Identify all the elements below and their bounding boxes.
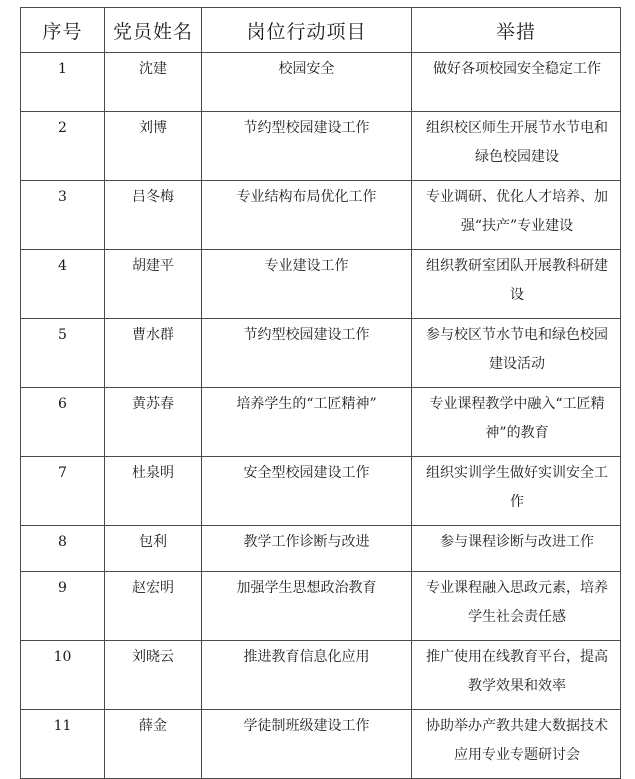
table-row xyxy=(21,250,621,319)
table-row xyxy=(21,181,621,250)
action-measure: 参与校区节水节电和绿色校园建设活动 xyxy=(412,319,621,388)
action-project: 推进教育信息化应用 xyxy=(202,641,412,710)
table-row xyxy=(21,319,621,388)
action-measure: 组织教研室团队开展教科研建设 xyxy=(412,250,621,319)
row-index: 10 xyxy=(21,641,105,710)
action-measure: 专业课程教学中融入“工匠精神”的教育 xyxy=(412,388,621,457)
header-index: 序号 xyxy=(21,8,105,53)
row-index: 5 xyxy=(21,319,105,388)
row-index: 3 xyxy=(21,181,105,250)
member-name: 赵宏明 xyxy=(105,572,202,641)
member-name: 沈建 xyxy=(105,53,202,112)
action-project: 节约型校园建设工作 xyxy=(202,112,412,181)
row-index: 1 xyxy=(21,53,105,112)
header-row xyxy=(21,8,621,53)
row-index: 11 xyxy=(21,710,105,779)
action-measure: 组织校区师生开展节水节电和绿色校园建设 xyxy=(412,112,621,181)
action-project: 安全型校园建设工作 xyxy=(202,457,412,526)
member-name: 刘晓云 xyxy=(105,641,202,710)
party-member-action-table xyxy=(20,7,621,779)
action-project: 加强学生思想政治教育 xyxy=(202,572,412,641)
member-name: 吕冬梅 xyxy=(105,181,202,250)
member-name: 刘博 xyxy=(105,112,202,181)
header-name: 党员姓名 xyxy=(105,8,202,53)
action-measure: 推广使用在线教育平台，提高教学效果和效率 xyxy=(412,641,621,710)
member-name: 薛金 xyxy=(105,710,202,779)
member-name: 杜泉明 xyxy=(105,457,202,526)
action-measure: 专业课程融入思政元素，培养学生社会责任感 xyxy=(412,572,621,641)
table-row xyxy=(21,526,621,572)
member-name: 黄苏春 xyxy=(105,388,202,457)
header-project: 岗位行动项目 xyxy=(202,8,412,53)
action-project: 教学工作诊断与改进 xyxy=(202,526,412,572)
row-index: 7 xyxy=(21,457,105,526)
table-row xyxy=(21,572,621,641)
table-row xyxy=(21,641,621,710)
table-row xyxy=(21,112,621,181)
action-measure: 组织实训学生做好实训安全工作 xyxy=(412,457,621,526)
action-measure: 协助举办产教共建大数据技术应用专业专题研讨会 xyxy=(412,710,621,779)
table-row xyxy=(21,457,621,526)
action-project: 培养学生的“工匠精神” xyxy=(202,388,412,457)
action-project: 专业建设工作 xyxy=(202,250,412,319)
action-measure: 做好各项校园安全稳定工作 xyxy=(412,53,621,112)
table-row xyxy=(21,53,621,112)
member-name: 胡建平 xyxy=(105,250,202,319)
action-project: 专业结构布局优化工作 xyxy=(202,181,412,250)
row-index: 6 xyxy=(21,388,105,457)
row-index: 2 xyxy=(21,112,105,181)
header-measure: 举措 xyxy=(412,8,621,53)
member-name: 曹水群 xyxy=(105,319,202,388)
action-measure: 参与课程诊断与改进工作 xyxy=(412,526,621,572)
row-index: 9 xyxy=(21,572,105,641)
action-project: 学徒制班级建设工作 xyxy=(202,710,412,779)
table-row xyxy=(21,388,621,457)
member-name: 包利 xyxy=(105,526,202,572)
table-row xyxy=(21,710,621,779)
row-index: 4 xyxy=(21,250,105,319)
row-index: 8 xyxy=(21,526,105,572)
action-measure: 专业调研、优化人才培养、加强“扶产”专业建设 xyxy=(412,181,621,250)
action-project: 校园安全 xyxy=(202,53,412,112)
action-project: 节约型校园建设工作 xyxy=(202,319,412,388)
